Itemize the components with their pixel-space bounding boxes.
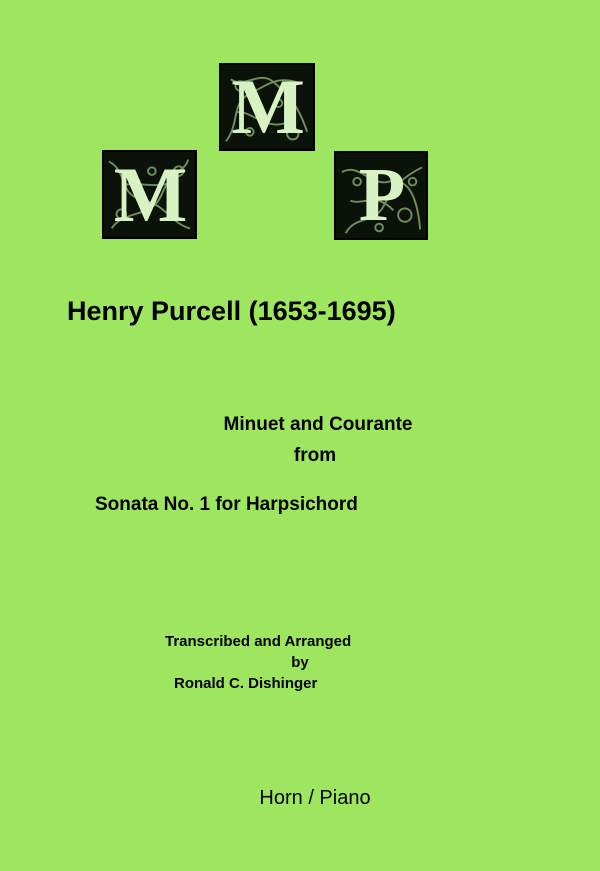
logo-letter: P — [358, 153, 404, 237]
credit-role: Transcribed and Arranged — [165, 633, 352, 650]
logo-letter: M — [113, 150, 186, 238]
composer-heading: Henry Purcell (1653-1695) — [67, 296, 396, 326]
work-source-line: Sonata No. 1 for Harpsichord — [95, 494, 358, 515]
logo-letter: M — [231, 63, 303, 150]
logo-block-top — [219, 63, 315, 151]
logo-block-right — [334, 151, 428, 240]
work-title-from: from — [293, 445, 337, 466]
logo-block-left — [102, 150, 197, 239]
work-title-line: Minuet and Courante — [223, 414, 413, 435]
instrumentation: Horn / Piano — [259, 787, 371, 809]
credit-by: by — [291, 654, 309, 671]
arranger-name: Ronald C. Dishinger — [174, 675, 318, 692]
